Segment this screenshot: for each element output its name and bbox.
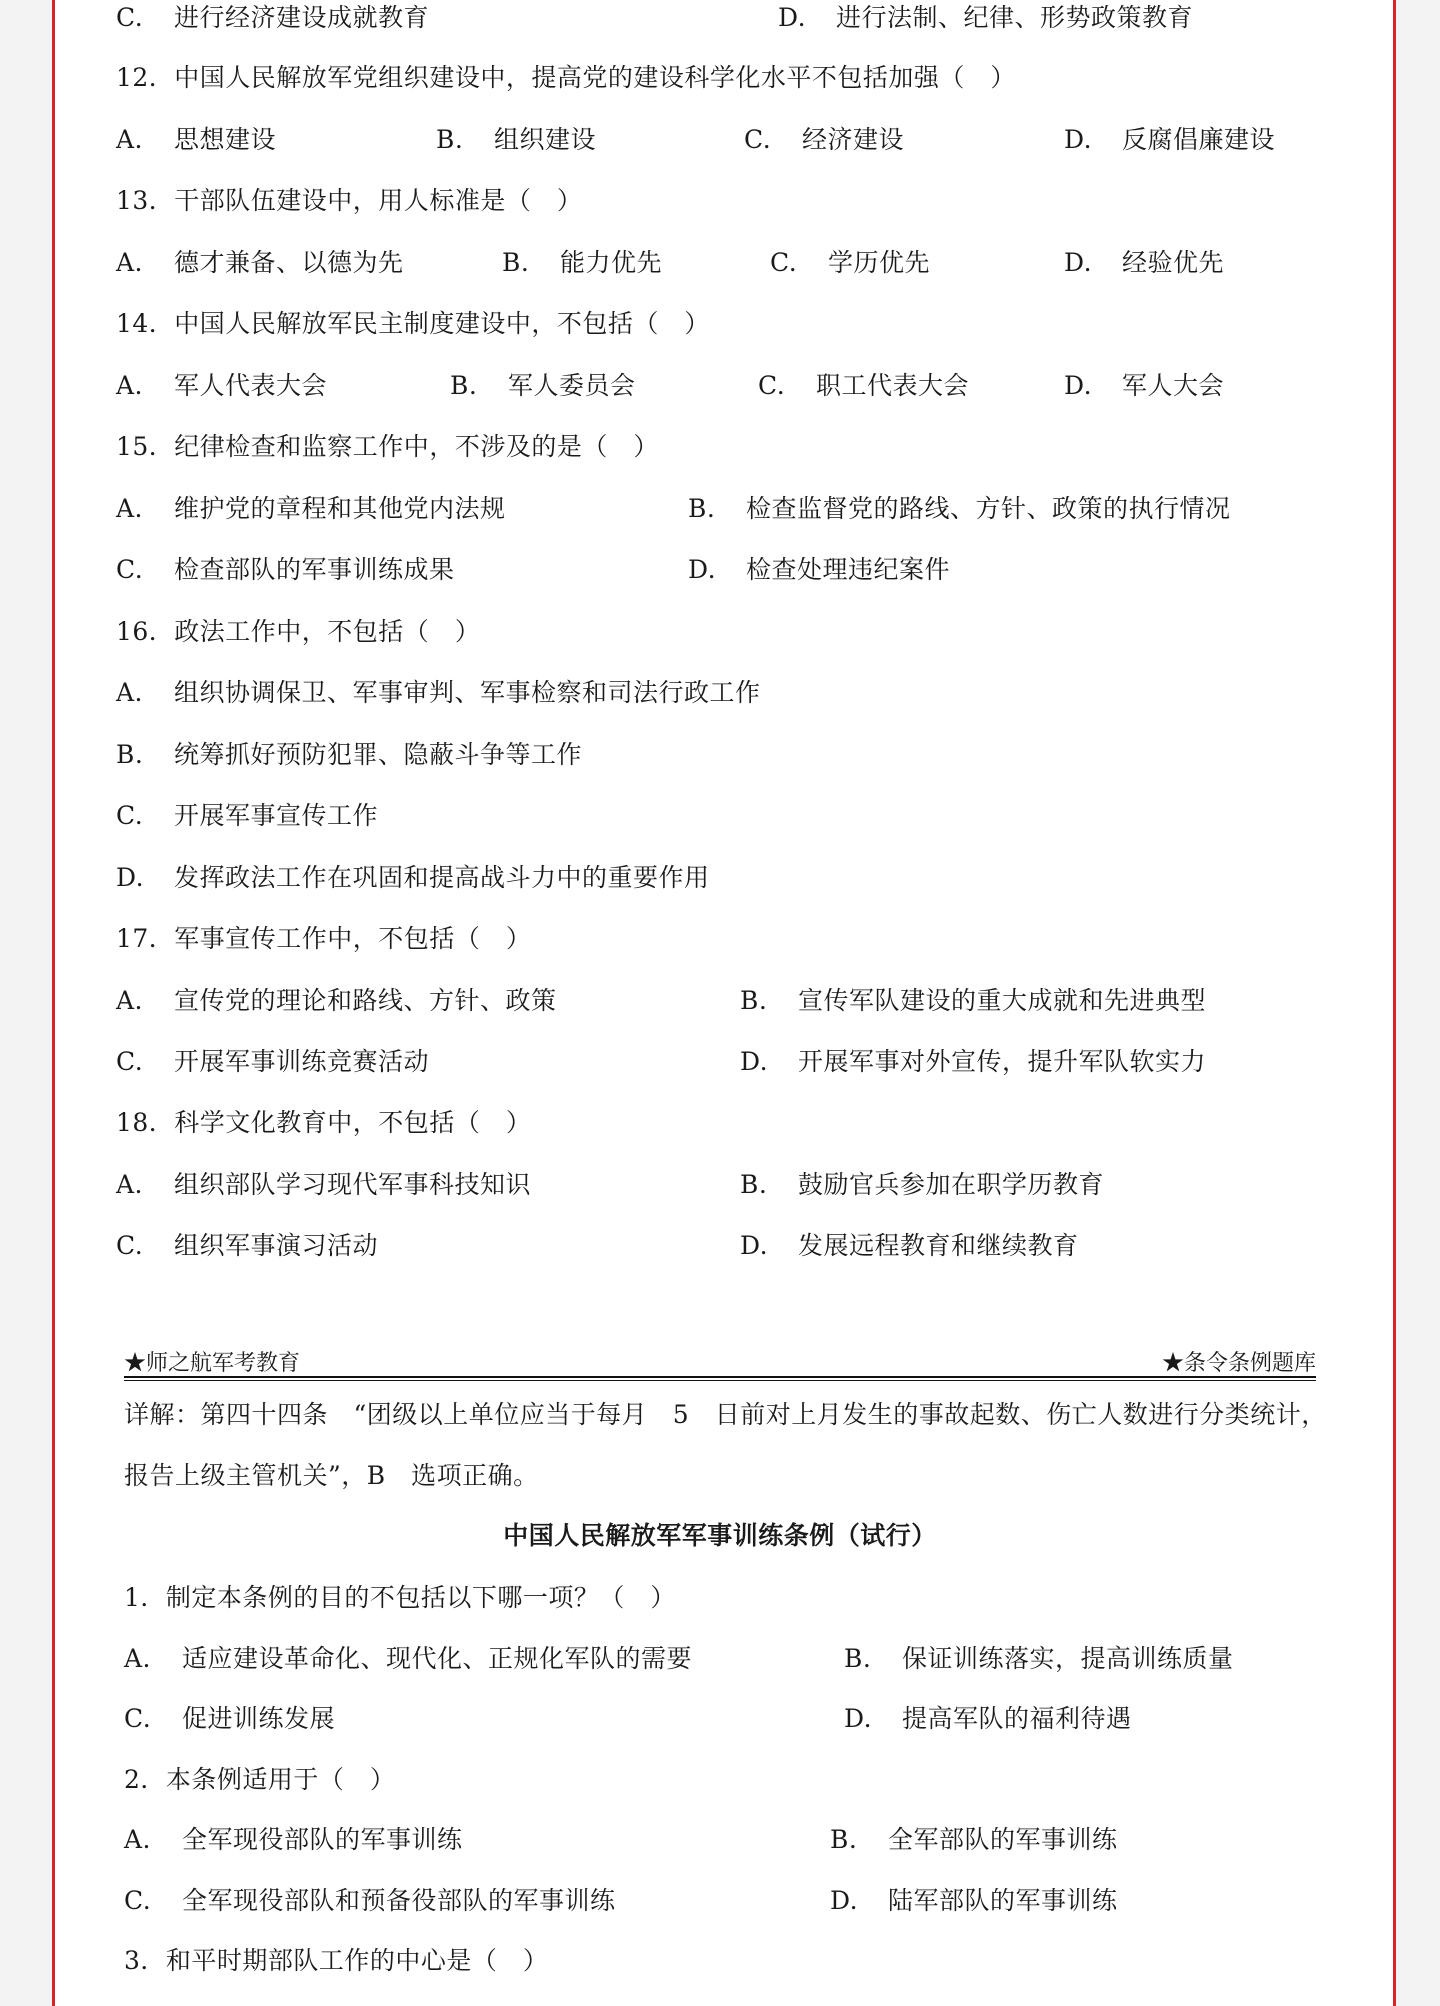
q13-option-a: A. 德才兼备、以德为先 [116,248,404,277]
t2-option-d: D. 陆军部队的军事训练 [830,1886,1118,1915]
t1-stem: 1．制定本条例的目的不包括以下哪一项？（ ） [124,1583,676,1612]
q15-option-a: A. 维护党的章程和其他党内法规 [116,494,506,523]
q12-option-a: A. 思想建设 [116,125,277,154]
header-rule-thick [124,1376,1316,1378]
header-brand: ★师之航军考教育 [124,1351,301,1376]
q17-stem: 17．军事宣传工作中，不包括（ ） [116,924,532,953]
t1-option-a: A. 适应建设革命化、现代化、正规化军队的需要 [124,1644,693,1673]
q13-option-b: B. 能力优先 [502,248,663,277]
q15-option-b: B. 检查监督党的路线、方针、政策的执行情况 [688,494,1231,523]
q14-stem: 14．中国人民解放军民主制度建设中，不包括（ ） [116,309,710,338]
q12-stem: 12．中国人民解放军党组织建设中，提高党的建设科学化水平不包括加强（ ） [116,63,1016,92]
header-rule-thin [124,1380,1316,1381]
q16-option-c: C. 开展军事宣传工作 [116,801,379,830]
page-header [124,1344,1316,1384]
t2-option-c: C. 全军现役部队和预备役部队的军事训练 [124,1886,616,1915]
t1-option-b: B. 保证训练落实，提高训练质量 [844,1644,1234,1673]
q17-option-c: C. 开展军事训练竞赛活动 [116,1047,430,1076]
q14-option-b: B. 军人委员会 [450,371,636,400]
q17-option-a: A. 宣传党的理论和路线、方针、政策 [116,986,557,1015]
t1-option-c: C. 促进训练发展 [124,1704,336,1733]
t3-stem: 3．和平时期部队工作的中心是（ ） [124,1946,549,1975]
q18-option-a: A. 组织部队学习现代军事科技知识 [116,1170,532,1199]
q11-option-c: C. 进行经济建设成就教育 [116,3,430,32]
q14-option-d: D. 军人大会 [1064,371,1225,400]
q12-option-b: B. 组织建设 [436,125,597,154]
q15-stem: 15．纪律检查和监察工作中，不涉及的是（ ） [116,432,659,461]
t2-option-b: B. 全军部队的军事训练 [830,1825,1118,1854]
q18-option-d: D. 发展远程教育和继续教育 [740,1231,1079,1260]
q16-option-a: A. 组织协调保卫、军事审判、军事检察和司法行政工作 [116,678,761,707]
q16-option-d: D. 发挥政法工作在巩固和提高战斗力中的重要作用 [116,863,710,892]
q12-option-d: D. 反腐倡廉建设 [1064,125,1276,154]
q18-stem: 18．科学文化教育中，不包括（ ） [116,1108,532,1137]
explanation-line-1: 详解：第四十四条 “团级以上单位应当于每月 5 日前对上月发生的事故起数、伤亡人数进行分类统计， [124,1400,1327,1429]
q13-option-c: C. 学历优先 [770,248,931,277]
t1-option-d: D. 提高军队的福利待遇 [844,1704,1132,1733]
q15-option-c: C. 检查部队的军事训练成果 [116,555,455,584]
t2-option-a: A. 全军现役部队的军事训练 [124,1825,463,1854]
q14-option-a: A. 军人代表大会 [116,371,328,400]
q14-option-c: C. 职工代表大会 [758,371,970,400]
header-category: ★条令条例题库 [1161,1351,1316,1376]
q17-option-b: B. 宣传军队建设的重大成就和先进典型 [740,986,1207,1015]
t2-stem: 2．本条例适用于（ ） [124,1765,396,1794]
q11-option-d: D. 进行法制、纪律、形势政策教育 [778,3,1194,32]
q17-option-d: D. 开展军事对外宣传，提升军队软实力 [740,1047,1207,1076]
q13-option-d: D. 经验优先 [1064,248,1225,277]
q12-option-c: C. 经济建设 [744,125,905,154]
explanation-line-2: 报告上级主管机关”，B 选项正确。 [124,1461,539,1490]
q18-option-c: C. 组织军事演习活动 [116,1231,379,1260]
q18-option-b: B. 鼓励官兵参加在职学历教育 [740,1170,1105,1199]
q16-stem: 16．政法工作中，不包括（ ） [116,617,481,646]
q13-stem: 13．干部队伍建设中，用人标准是（ ） [116,186,583,215]
q16-option-b: B. 统筹抓好预防犯罪、隐蔽斗争等工作 [116,740,583,769]
q15-option-d: D. 检查处理违纪案件 [688,555,951,584]
section-title: 中国人民解放军军事训练条例（试行） [503,1521,937,1550]
